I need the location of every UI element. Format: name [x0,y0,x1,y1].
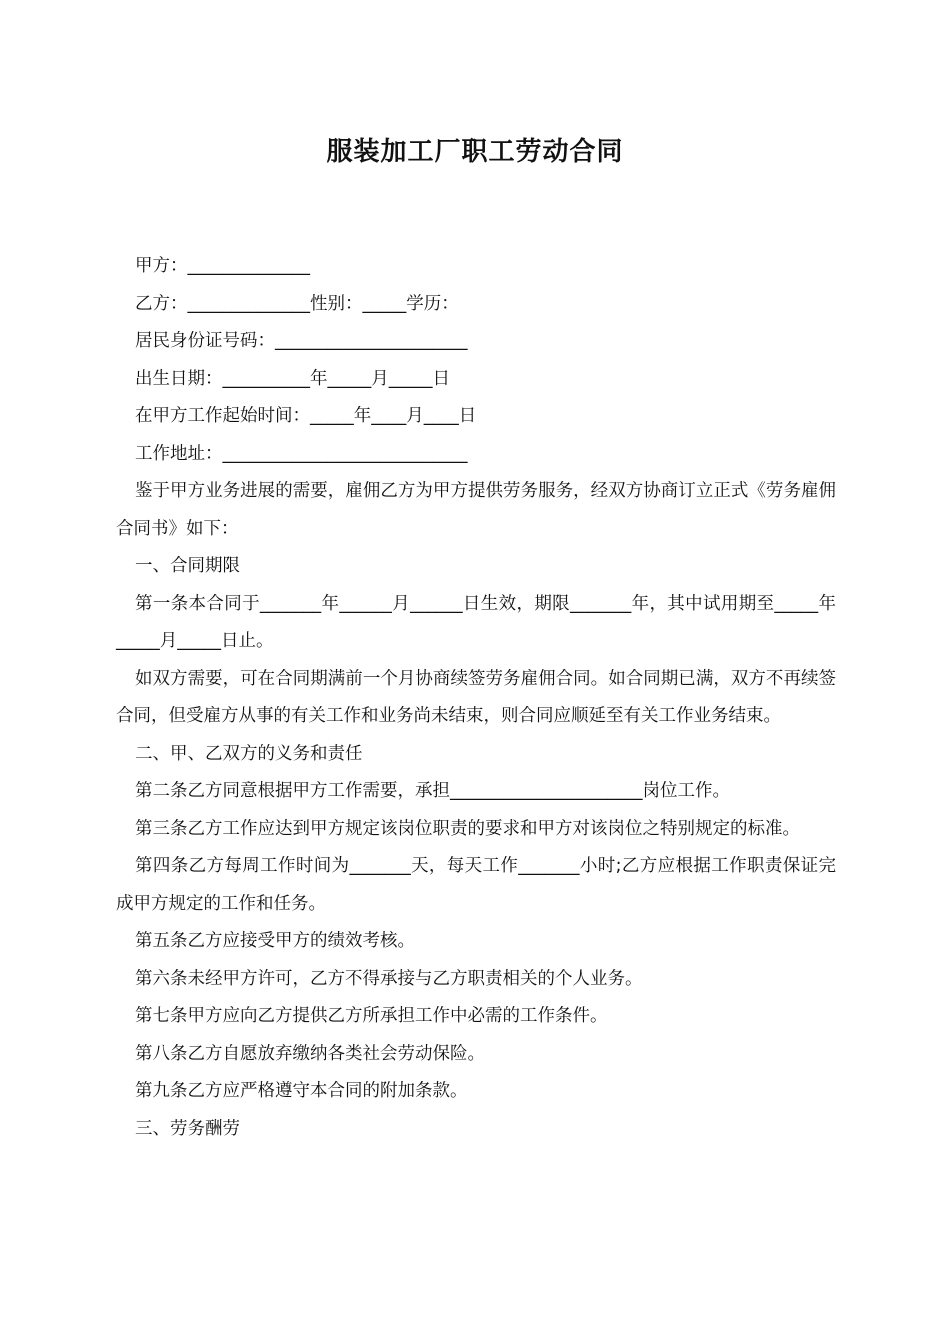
renewal-paragraph: 如双方需要，可在合同期满前一个月协商续签劳务雇佣合同。如合同期已满，双方不再续签合同，但受雇方从事的有关工作和业务尚未结束，则合同应顺延至有关工作业务结束。 [116,668,836,726]
section-heading: 二、甲、乙双方的义务和责任 [135,743,363,764]
article-3: 第三条乙方工作应达到甲方规定该岗位职责的要求和甲方对该岗位之特别规定的标准。 [135,818,800,839]
article-6: 第六条未经甲方许可，乙方不得承接与乙方职责相关的个人业务。 [135,968,643,989]
article-2: 第二条乙方同意根据甲方工作需要，承担______________________岗位工作。 [135,781,730,801]
party-a-line: 甲方：______________ [135,256,310,276]
section-heading: 三、劳务酬劳 [135,1118,240,1139]
start-date-line: 在甲方工作起始时间：_____年____月____日 [135,406,477,426]
article-8: 第八条乙方自愿放弃缴纳各类社会劳动保险。 [135,1043,485,1064]
article-4: 第四条乙方每周工作时间为_______天，每天工作_______小时;乙方应根据工作职责保证完成甲方规定的工作和任务。 [116,856,836,914]
work-address-line: 工作地址：____________________________ [135,443,468,464]
birth-date-line: 出生日期：__________年_____月_____日 [135,368,450,389]
section-heading: 一、合同期限 [135,556,240,576]
article-5: 第五条乙方应接受甲方的绩效考核。 [135,931,415,951]
id-number-line: 居民身份证号码：______________________ [135,331,468,351]
article-1: 第一条本合同于_______年______月______日生效，期限_______年，其中试用期至_____年_____月_____日止。 [116,593,836,651]
document-title: 服装加工厂职工劳动合同 [326,137,624,167]
party-b-line: 乙方：______________性别：_____学历： [135,293,459,314]
document-body [116,248,836,1148]
article-7: 第七条甲方应向乙方提供乙方所承担工作中必需的工作条件。 [135,1006,608,1026]
preamble-paragraph: 鉴于甲方业务进展的需要，雇佣乙方为甲方提供劳务服务，经双方协商订立正式《劳务雇佣合同书》如下： [116,481,836,539]
article-9: 第九条乙方应严格遵守本合同的附加条款。 [135,1081,468,1101]
